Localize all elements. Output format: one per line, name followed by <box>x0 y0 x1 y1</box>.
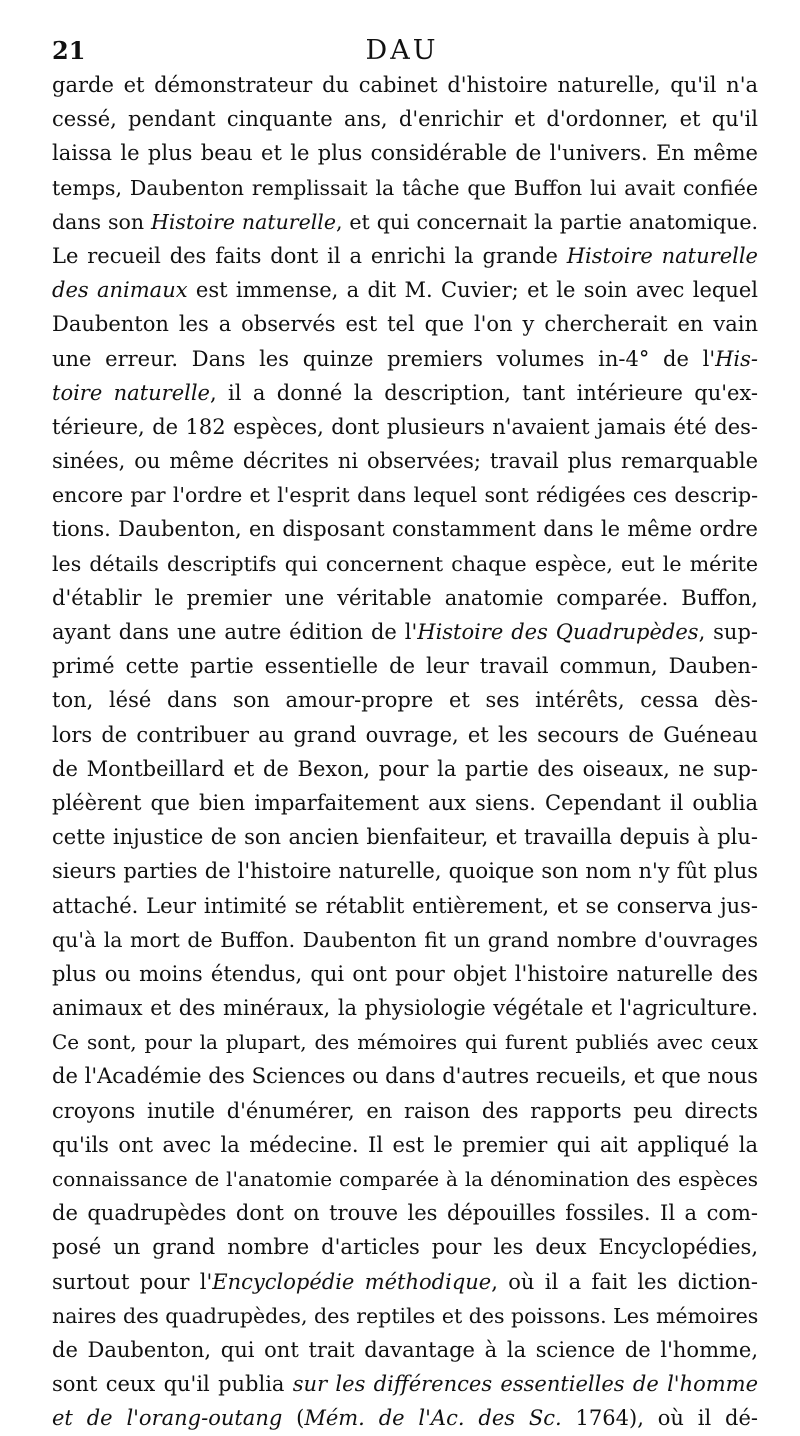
text-line <box>52 239 758 273</box>
text-segment: , il a donné la description, tant intérieure qu'ex- <box>209 380 758 405</box>
text-segment: sieurs parties de l'histoire naturelle, quoique son nom n'y fût plus <box>52 859 758 884</box>
text-segment: animaux et des minéraux, la physiologie végétale et l'agriculture. <box>52 996 758 1021</box>
text-line <box>52 1230 758 1264</box>
text-line <box>52 410 758 444</box>
text-line <box>52 307 758 341</box>
text-segment: ( <box>282 1406 305 1431</box>
text-segment: Daubenton les a observés est tel que l'on y chercherait en vain <box>52 312 758 337</box>
italic-text: des animaux <box>52 278 188 303</box>
text-segment: une erreur. Dans les quinze premiers volumes in-4° de l' <box>52 346 716 371</box>
text-line <box>52 889 758 923</box>
text-line <box>52 820 758 854</box>
text-segment: de Montbeillard et de Bexon, pour la partie des oiseaux, ne sup- <box>52 756 758 781</box>
text-segment: de quadrupèdes dont on trouve les dépouilles fossiles. Il a com- <box>52 1201 758 1226</box>
text-segment: encore par l'ordre et l'esprit dans lequel sont rédigées ces descrip- <box>52 483 758 508</box>
text-line <box>52 854 758 888</box>
text-line <box>52 1196 758 1230</box>
text-segment: est immense, a dit M. Cuvier; et le soin avec lequel <box>187 278 758 303</box>
text-line <box>52 444 758 478</box>
page-number: 21 <box>52 36 86 65</box>
italic-text: et de l'orang-outang <box>52 1406 283 1431</box>
text-segment: qu'à la mort de Buffon. Daubenton fit un grand nombre d'ouvrages <box>52 927 758 952</box>
text-line <box>52 1094 758 1128</box>
italic-text: Histoire des Quadrupèdes <box>417 620 699 644</box>
body-text <box>52 68 758 1436</box>
italic-text: His- <box>715 346 758 371</box>
text-line <box>52 786 758 820</box>
text-segment: primé cette partie essentielle de leur travail commun, Dauben- <box>52 654 758 679</box>
text-segment: térieure, de 182 espèces, dont plusieurs n'avaient jamais été des- <box>52 414 758 439</box>
italic-text: Mém. de l'Ac. des Sc. <box>304 1406 562 1431</box>
text-segment: connaissance de l'anatomie comparée à la dénomination des espèces <box>52 1167 758 1191</box>
text-segment: cessé, pendant cinquante ans, d'enrichir et d'ordonner, et qu'il <box>52 107 758 132</box>
text-line <box>52 1265 758 1299</box>
page-header <box>52 36 752 70</box>
text-line <box>52 1367 758 1401</box>
running-head: DAU <box>365 35 439 66</box>
text-line <box>52 957 758 991</box>
text-segment: lors de contribuer au grand ouvrage, et les secours de Guéneau <box>52 722 758 747</box>
italic-text: toire naturelle <box>52 380 210 405</box>
text-segment: naires des quadrupèdes, des reptiles et des poissons. Les mémoires <box>52 1303 759 1328</box>
text-line <box>52 376 758 410</box>
text-segment: surtout pour l' <box>52 1269 213 1294</box>
text-line <box>52 923 758 957</box>
italic-text: sur les différences essentielles de l'homme <box>292 1372 758 1397</box>
text-segment: de Daubenton, qui ont trait davantage à la science de l'homme, <box>52 1337 758 1362</box>
text-line <box>52 649 758 683</box>
text-segment: plus ou moins étendus, qui ont pour objet l'histoire naturelle des <box>52 961 758 986</box>
text-segment: Ce sont, pour la plupart, des mémoires qui furent publiés avec ceux <box>52 1030 758 1055</box>
text-line <box>52 991 758 1025</box>
text-line <box>52 683 758 717</box>
text-line <box>52 1128 758 1162</box>
text-segment: sinées, ou même décrites ni observées; travail plus remarquable <box>52 449 758 474</box>
text-line <box>52 171 758 205</box>
text-segment: temps, Daubenton remplissait la tâche que Buffon lui avait confiée <box>52 175 758 200</box>
text-segment: les détails descriptifs qui concernent chaque espèce, eut le mérite <box>52 551 758 576</box>
text-segment: croyons inutile d'énumérer, en raison des rapports peu directs <box>52 1098 758 1123</box>
text-segment: Le recueil des faits dont il a enrichi la grande <box>52 243 567 268</box>
text-line <box>52 136 758 170</box>
text-segment: 1764), où il dé- <box>561 1406 758 1431</box>
text-segment: ton, lésé dans son amour-propre et ses intérêts, cessa dès- <box>52 688 758 713</box>
italic-text: Histoire naturelle <box>150 209 336 234</box>
text-line <box>52 512 758 546</box>
text-segment: garde et démonstrateur du cabinet d'histoire naturelle, qu'il n'a <box>52 73 758 97</box>
text-line <box>52 478 758 512</box>
text-line <box>52 752 758 786</box>
text-segment: , et qui concernait la partie anatomique. <box>335 209 758 234</box>
text-line <box>52 581 758 615</box>
text-segment: sont ceux qu'il publia <box>52 1372 293 1397</box>
text-segment: de l'Académie des Sciences ou dans d'autres recueils, et que nous <box>52 1064 758 1089</box>
text-line <box>52 205 758 239</box>
text-segment: tions. Daubenton, en disposant constamment dans le même ordre <box>52 517 758 542</box>
text-line <box>52 718 758 752</box>
text-segment: cette injustice de son ancien bienfaiteur, et travailla depuis à plu- <box>52 825 758 850</box>
italic-text: Encyclopédie méthodique <box>212 1269 492 1294</box>
text-segment: laissa le plus beau et le plus considérable de l'univers. En même <box>52 141 758 166</box>
text-line <box>52 273 758 307</box>
text-line <box>52 342 758 376</box>
text-line <box>52 615 758 649</box>
text-line <box>52 1299 758 1333</box>
text-line <box>52 1059 758 1093</box>
text-line <box>52 1401 758 1435</box>
text-line <box>52 1025 758 1059</box>
text-segment: posé un grand nombre d'articles pour les deux Encyclopédies, <box>52 1235 758 1260</box>
text-segment: qu'ils ont avec la médecine. Il est le premier qui ait appliqué la <box>52 1132 758 1157</box>
text-segment: d'établir le premier une véritable anatomie comparée. Buffon, <box>52 585 758 610</box>
text-line <box>52 547 758 581</box>
text-segment: attaché. Leur intimité se rétablit entièrement, et se conserva jus- <box>52 893 758 918</box>
text-line <box>52 1333 758 1367</box>
text-segment: , où il a fait les diction- <box>491 1269 758 1294</box>
text-line <box>52 1162 758 1196</box>
italic-text: Histoire naturelle <box>566 243 758 268</box>
text-line <box>52 68 758 102</box>
text-line <box>52 102 758 136</box>
text-segment: pléèrent que bien imparfaitement aux siens. Cependant il oublia <box>52 790 758 815</box>
text-segment: , sup- <box>698 620 758 644</box>
text-segment: ayant dans une autre édition de l' <box>52 620 418 644</box>
text-segment: dans son <box>52 209 151 234</box>
